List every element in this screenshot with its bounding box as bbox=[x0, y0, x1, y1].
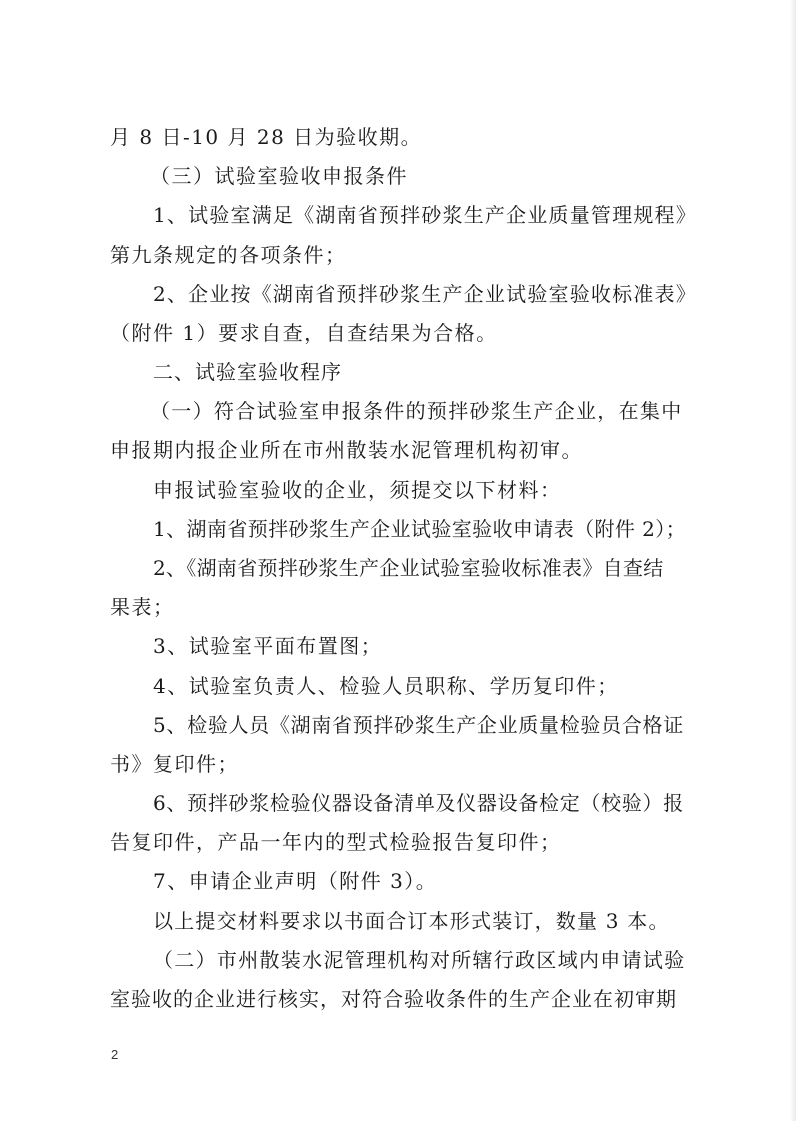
paragraph-line: 第九条规定的各项条件； bbox=[110, 243, 347, 267]
page-number: 2 bbox=[111, 1047, 119, 1062]
paragraph-line: 室验收的企业进行核实，对符合验收条件的生产企业在初审期 bbox=[110, 987, 677, 1011]
list-item-continued: 书》复印件； bbox=[110, 752, 239, 776]
paragraph-line: 月 8 日-10 月 28 日为验收期。 bbox=[110, 125, 423, 149]
scan-edge-shadow bbox=[790, 0, 796, 1121]
list-item-continued: 告复印件，产品一年内的型式检验报告复印件； bbox=[110, 830, 562, 854]
paragraph-line: 2、企业按《湖南省预拌砂浆生产企业试验室验收标准表》 bbox=[153, 282, 697, 306]
list-item: 3、试验室平面布置图； bbox=[153, 634, 383, 658]
list-item: 4、试验室负责人、检验人员职称、学历复印件； bbox=[153, 674, 619, 698]
paragraph-line: 申报试验室验收的企业，须提交以下材料： bbox=[153, 478, 562, 502]
paragraph-line: （附件 1）要求自查，自查结果为合格。 bbox=[110, 321, 498, 345]
list-item-continued: 果表； bbox=[110, 595, 175, 619]
paragraph-line: （一）符合试验室申报条件的预拌砂浆生产企业，在集中 bbox=[150, 399, 683, 423]
paragraph-line: 1、试验室满足《湖南省预拌砂浆生产企业质量管理规程》 bbox=[153, 203, 697, 227]
section-heading-acceptance-procedure: 二、试验室验收程序 bbox=[153, 360, 342, 384]
paragraph-line: 以上提交材料要求以书面合订本形式装订，数量 3 本。 bbox=[153, 909, 670, 933]
paragraph-line: 申报期内报企业所在市州散装水泥管理机构初审。 bbox=[110, 438, 583, 462]
list-item: 7、申请企业声明（附件 3）。 bbox=[153, 869, 438, 893]
list-item: 1、湖南省预拌砂浆生产企业试验室验收申请表（附件 2）； bbox=[153, 517, 687, 541]
list-item: 6、预拌砂浆检验仪器设备清单及仪器设备检定（校验）报 bbox=[153, 791, 684, 815]
subheading-application-conditions: （三）试验室验收申报条件 bbox=[150, 164, 408, 188]
list-item: 5、检验人员《湖南省预拌砂浆生产企业质量检验员合格证 bbox=[153, 713, 684, 737]
list-item: 2、《湖南省预拌砂浆生产企业试验室验收标准表》自查结 bbox=[153, 556, 664, 580]
subheading-verification: （二）市州散装水泥管理机构对所辖行政区域内申请试验 bbox=[153, 948, 686, 972]
